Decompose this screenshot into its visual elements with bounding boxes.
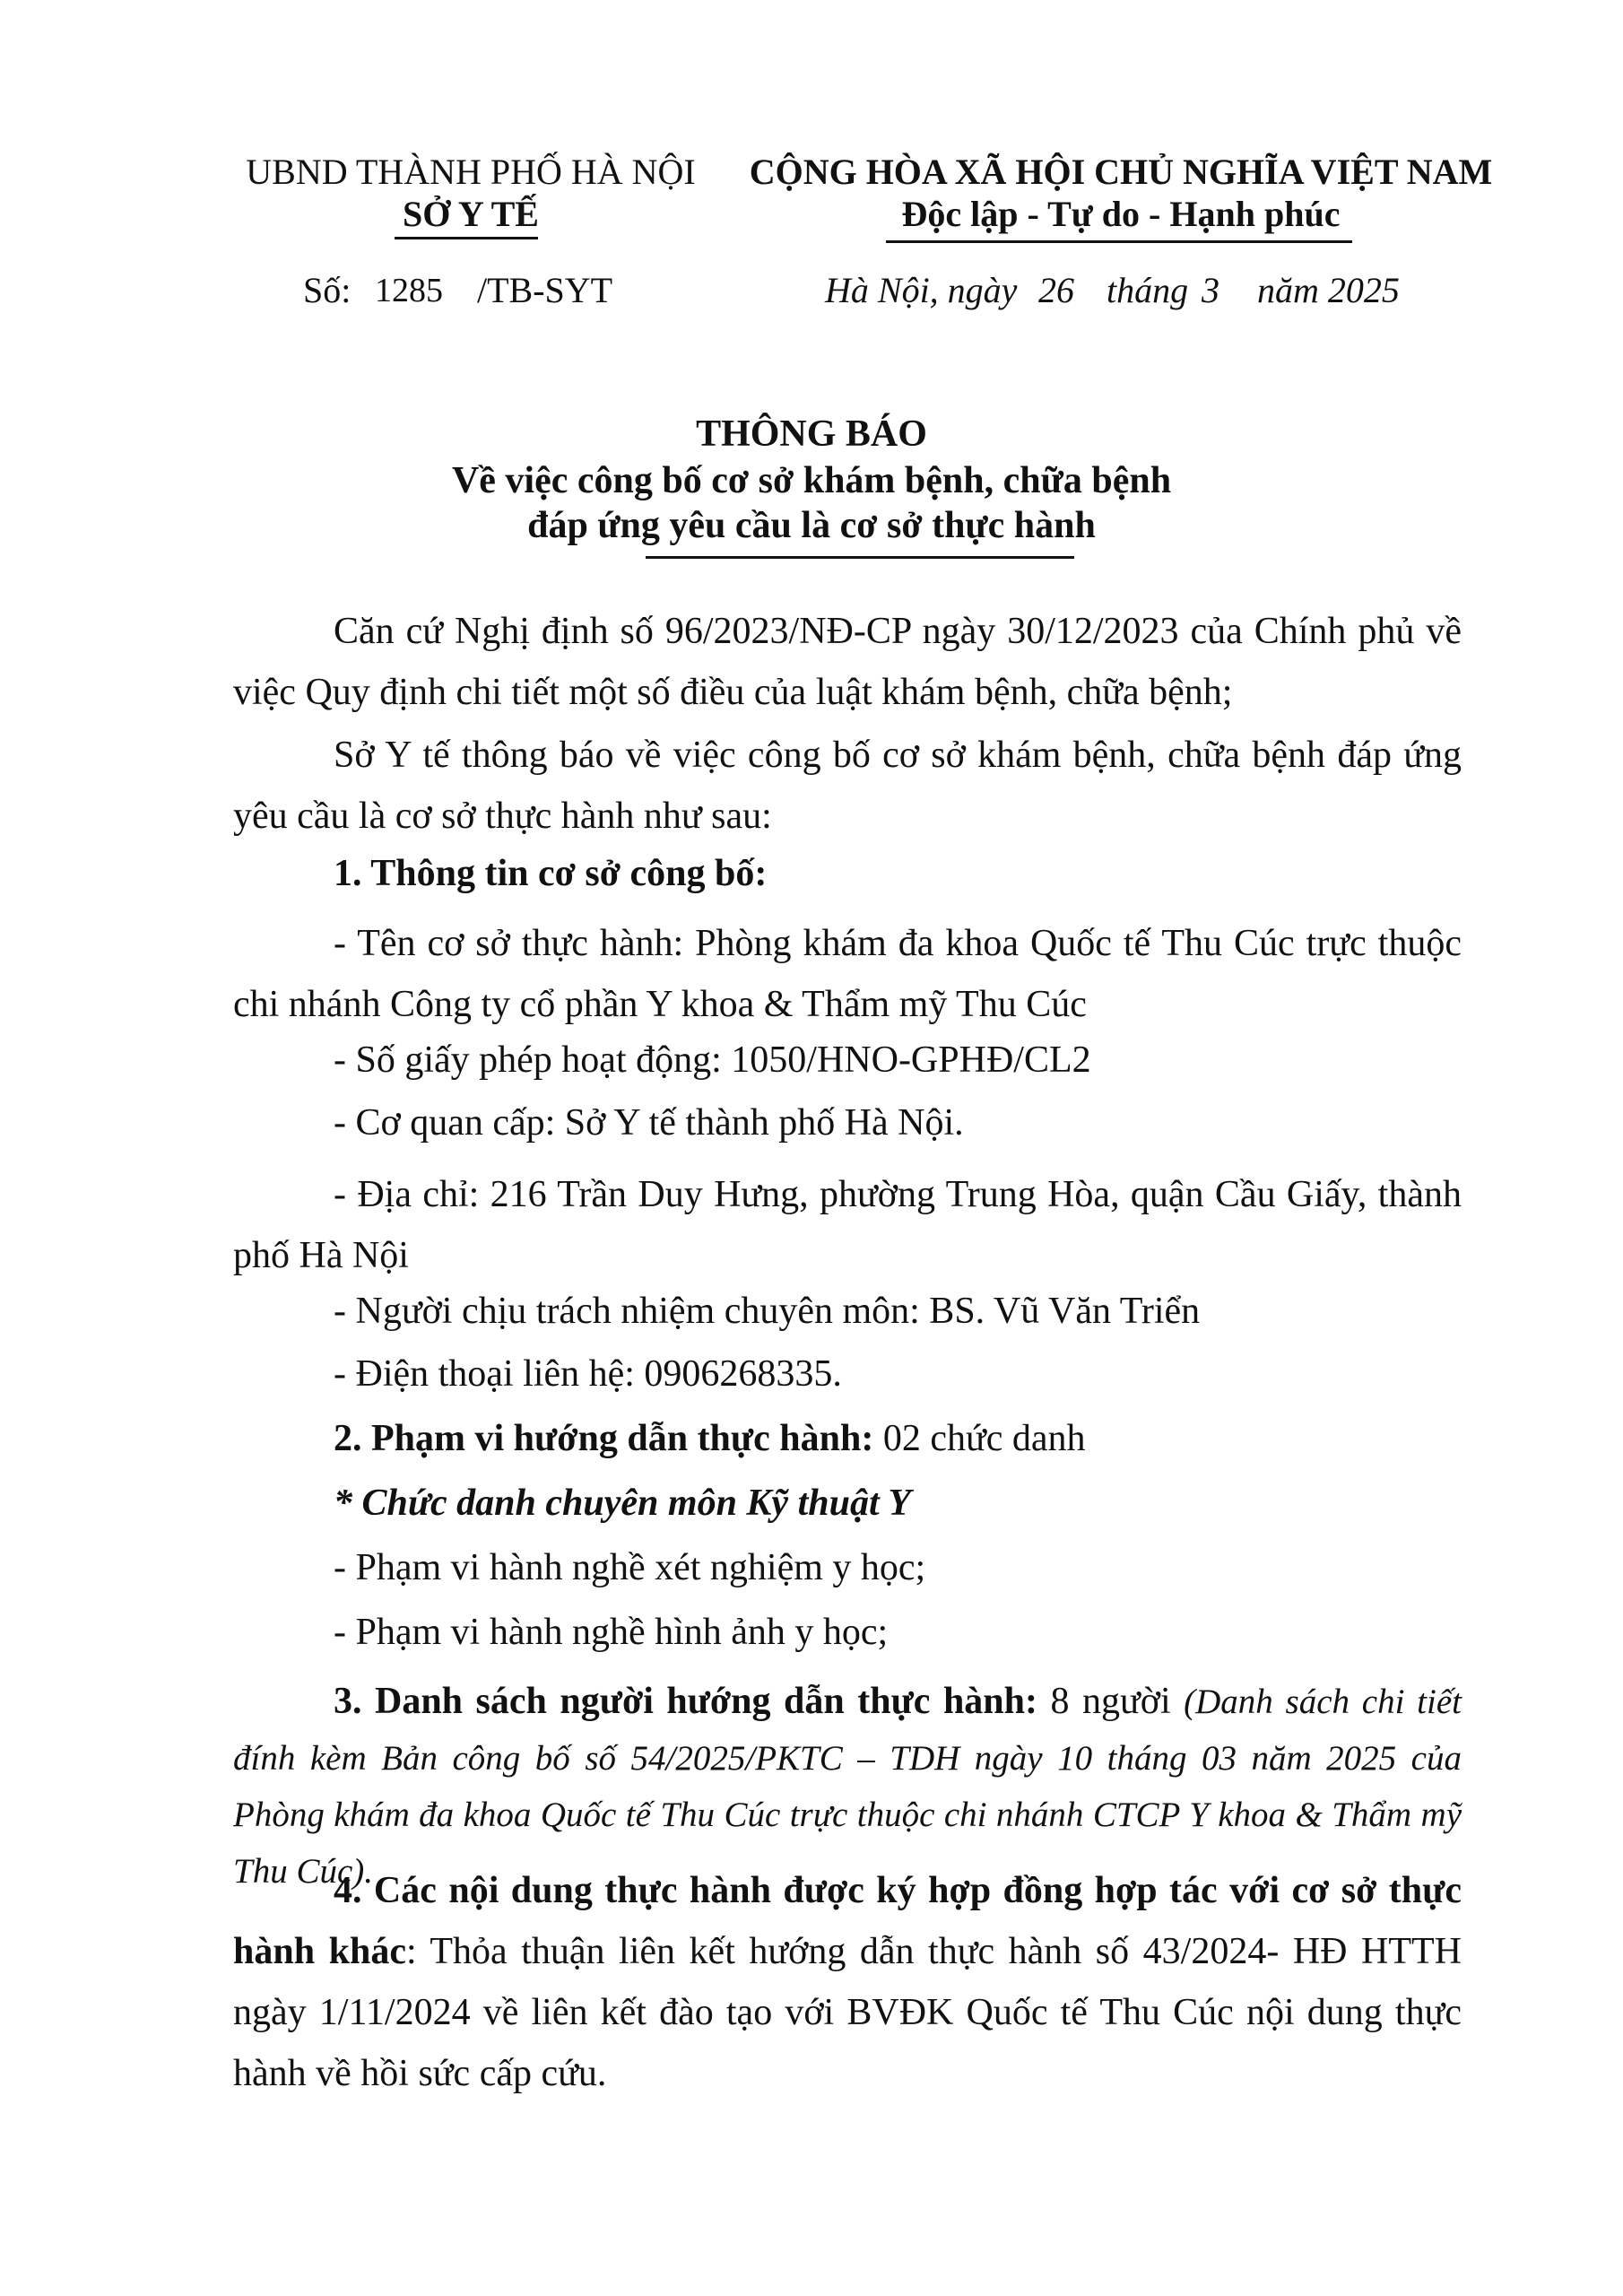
- section-4-paragraph: [233, 1860, 1462, 2104]
- nation-title: CỘNG HÒA XÃ HỘI CHỦ NGHĨA VIỆT NAM: [749, 152, 1493, 192]
- list-item: - Địa chỉ: 216 Trần Duy Hưng, phường Trung Hòa, quận Cầu Giấy, thành phố Hà Nội: [233, 1174, 1462, 1276]
- date-year: năm 2025: [1257, 270, 1400, 310]
- section-4-text: : Thỏa thuận liên kết hướng dẫn thực hành số 43/2024- HĐ HTTH ngày 1/11/2024 về liên kết đào tạo với BVĐK Quốc tế Thu Cúc nội dung thực hành về hồi sức cấp cứu.: [233, 1931, 1462, 2094]
- motto-underline: [886, 240, 1352, 243]
- paragraph-legal-basis: Căn cứ Nghị định số 96/2023/NĐ-CP ngày 30/12/2023 của Chính phủ về việc Quy định chi tiết một số điều của luật khám bệnh, chữa bệnh;: [233, 611, 1462, 713]
- section-2-subheading: * Chức danh chuyên môn Kỹ thuật Y: [334, 1483, 912, 1524]
- section-3-value: 8 người: [1037, 1681, 1185, 1722]
- title-underline: [646, 556, 1074, 559]
- doc-number-label: Số:: [303, 270, 352, 310]
- list-item: - Người chịu trách nhiệm chuyên môn: BS. Vũ Văn Triển: [334, 1291, 1201, 1332]
- section-2-value: 02 chức danh: [873, 1418, 1086, 1459]
- doc-number-suffix: /TB-SYT: [477, 270, 613, 310]
- section-2-heading: 2. Phạm vi hướng dẫn thực hành:: [334, 1418, 874, 1459]
- date-month: 3: [1202, 270, 1219, 310]
- date-month-label: tháng: [1107, 270, 1189, 310]
- agency-parent: UBND THÀNH PHỐ HÀ NỘI: [246, 152, 696, 192]
- section-1-heading: 1. Thông tin cơ sở công bố:: [334, 853, 768, 894]
- section-3-heading: 3. Danh sách người hướng dẫn thực hành:: [334, 1681, 1038, 1722]
- doc-title: THÔNG BÁO: [696, 413, 927, 455]
- doc-number: 1285: [375, 272, 443, 309]
- nation-motto: Độc lập - Tự do - Hạnh phúc: [901, 194, 1341, 234]
- agency-name: SỞ Y TẾ: [403, 194, 539, 234]
- list-item: - Cơ quan cấp: Sở Y tế thành phố Hà Nội.: [334, 1102, 964, 1144]
- date-prefix: Hà Nội, ngày: [825, 270, 1018, 310]
- section-2-line: [334, 1417, 1086, 1460]
- list-item: - Số giấy phép hoạt động: 1050/HNO-GPHĐ/CL2: [334, 1039, 1091, 1081]
- agency-underline: [395, 237, 538, 239]
- paragraph-announcement: Sở Y tế thông báo về việc công bố cơ sở khám bệnh, chữa bệnh đáp ứng yêu cầu là cơ sở thực hành như sau:: [233, 735, 1462, 837]
- list-item: - Phạm vi hành nghề xét nghiệm y học;: [334, 1547, 926, 1588]
- section-4-heading: 4. Các nội dung thực hành được ký hợp đồng hợp tác với cơ sở thực hành khác: [233, 1870, 1462, 1972]
- section-3-note: (Danh sách chi tiết đính kèm Bản công bố số 54/2025/PKTC – TDH ngày 10 tháng 03 năm 2025 của Phòng khám đa khoa Quốc tế Thu Cúc trực thuộc chi nhánh CTCP Y khoa & Thẩm mỹ Thu Cúc).: [233, 1683, 1462, 1891]
- doc-subtitle-line2: đáp ứng yêu cầu là cơ sở thực hành: [527, 505, 1096, 546]
- list-item: - Phạm vi hành nghề hình ảnh y học;: [334, 1612, 889, 1653]
- doc-subtitle-line1: Về việc công bố cơ sở khám bệnh, chữa bệnh: [451, 460, 1172, 501]
- list-item: - Tên cơ sở thực hành: Phòng khám đa khoa Quốc tế Thu Cúc trực thuộc chi nhánh Công ty cổ phần Y khoa & Thẩm mỹ Thu Cúc: [233, 923, 1462, 1025]
- list-item: - Điện thoại liên hệ: 0906268335.: [334, 1353, 842, 1395]
- date-day: 26: [1038, 270, 1074, 310]
